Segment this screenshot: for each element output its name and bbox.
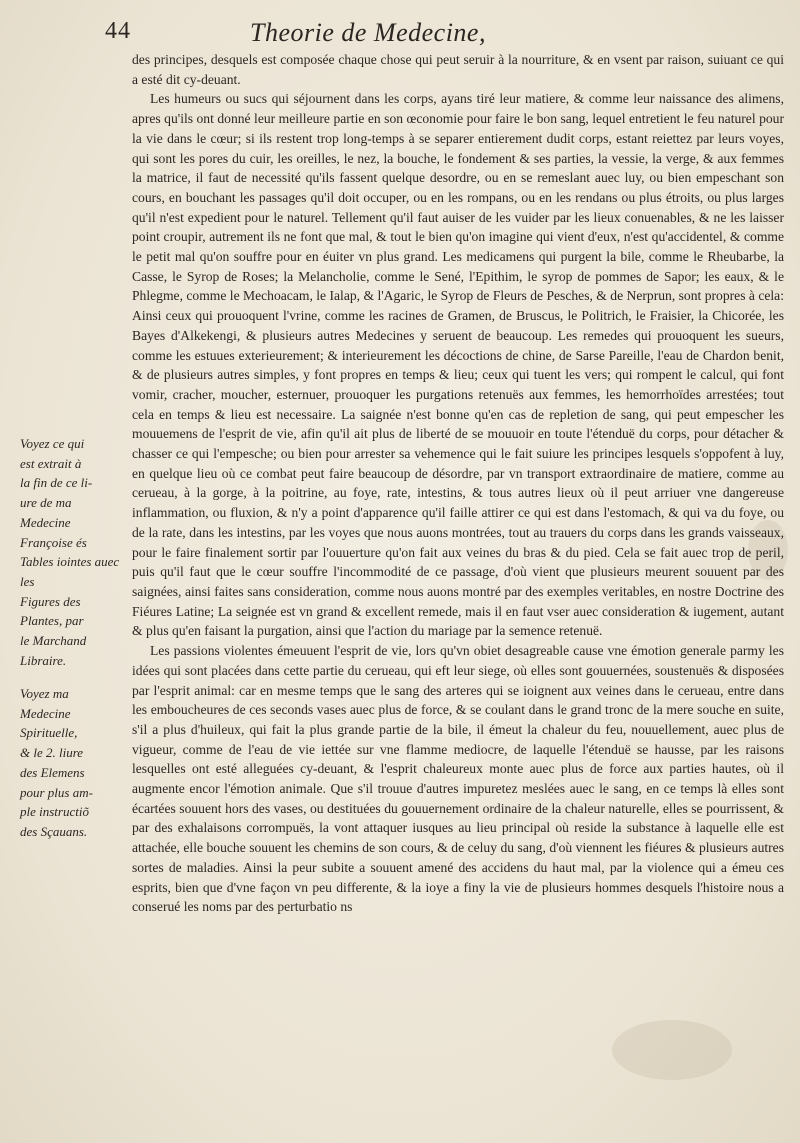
- margin-note-line: le Marchand: [20, 633, 87, 649]
- margin-note-line: Libraire.: [20, 652, 67, 668]
- margin-note-2: [20, 684, 128, 842]
- margin-note-line: ure de ma: [20, 495, 72, 511]
- margin-note-line: & le 2. liure: [20, 745, 84, 761]
- margin-note-line: est extrait à: [20, 455, 82, 471]
- margin-note-line: des Sçauans.: [20, 823, 88, 839]
- paragraph-3: Les passions violentes émeuuent l'esprit de vie, lors qu'vn obiet desagreable cause vne émotion generale parmy les idées qui sont placées dans cette partie du cerueau, qui eft leur siege, où elles sont gouuernées, soustenuës & disposées par l'esprit animal: car en mesme temps que le sang des arteres qui se ioignent aux veines dans le cerueau, entre dans les emboucheures de ces seconds vases auec plus de force, & se coulant dans le grand tronc de la mere souche en suite, s'il a plus d'huileux, qui fait la plus grande partie de la bile, il émeut la chaleur du feu, nouuellement, auec plus de vigueur, comme de l'eau de vie iettée sur vne flamme mediocre, de laquelle l'étenduë se hausse, par les raisons lesquelles ont esté alleguées cy-deuant, & l'esprit chaleureux monte auec plus de force aux parties hautes, où il augmente encor l'émotion animale. Que s'il trouue d'autres impuretez meslées auec le sang, en ce temps là elles sont écartées souuent hors des vases, ou destituées du gouuernement ordinaire de la chaleur naturelle, elles se pourrissent, & par des exhalaisons corrompuës, la vont attaquer iusques au lieu principal où reside la substance à laquelle elle est attachée, elle bouche souuent les chemins de son cours, & de celuy du sang, d'où viennent les fiéures & plusieurs autres sortes de maladies. Ainsi la peur subite a souuent amené des accidens du haut mal, par la violence qui a émeu ces esprits, bien que d'vne façon vn peu differente, & la ioye a finy la vie de plusieurs hommes desquels l'histoire nous a conserué les noms par des perturbatio ns: [132, 643, 784, 915]
- margin-note-line: des Elemens: [20, 764, 85, 780]
- margin-note-line: la fin de ce li-: [20, 475, 93, 491]
- page-number: 44: [105, 18, 131, 44]
- page-header: [105, 18, 765, 48]
- running-title: Theorie de Medecine,: [250, 18, 486, 47]
- margin-note-line: Spirituelle,: [20, 725, 78, 741]
- margin-note-line: Voyez ce qui: [20, 436, 85, 451]
- paper-stain: [612, 1020, 732, 1080]
- margin-note-line: Tables iointes auec les: [20, 554, 120, 589]
- margin-note-line: Medecine: [20, 514, 71, 530]
- margin-note-line: Voyez ma: [20, 686, 69, 701]
- margin-note-line: Medecine: [20, 705, 71, 721]
- paragraph-1: des principes, desquels est composée chaque chose qui peut seruir à la nourriture, & en vsent par raison, suiuant ce qui a esté dit cy-deuant.: [132, 52, 784, 87]
- margin-note-line: pour plus am-: [20, 784, 93, 800]
- margin-note-1: [20, 434, 128, 670]
- margin-note-line: Plantes, par: [20, 613, 84, 629]
- body-text: [132, 50, 784, 917]
- margin-note-line: Figures des: [20, 593, 81, 609]
- paragraph-2: Les humeurs ou sucs qui séjournent dans les corps, ayans tiré leur matiere, & comme leur naissance des alimens, apres qu'ils ont donné leur meilleure partie en son œconomie pour faire le bon sang, lequel entretient le feu naturel pour la vie dans le cœur; si ils restent trop long-temps à se separer entierement dudit corps, estant reiettez par leurs voyes, qui sont les pores du cuir, les oreilles, le nez, la bouche, le fondement & ses parties, la vessie, la verge, & aux femmes la matrice, il faut de necessité qu'ils fassent quelque desordre, ou en se remeslant auec luy, ou bien empeschant son cours, en bouchant les passages qu'il doit occuper, ou en les rompans, ou en les rendans ou plus étroits, ou plus larges qu'il n'est expedient pour le naturel. Tellement qu'il faut auiser de les vuider par les lieux conuenables, & ne les laisser point croupir, autrement ils ne font que mal, & tout le bien qu'on imagine qui vient d'eux, n'est qu'accidentel, & comme le petit mal qu'on souffre pour en éuiter vn plus grand. Les medicamens qui purgent la bile, comme le Rheubarbe, la Casse, le Syrop de Roses; la Melancholie, comme le Sené, l'Epithim, le syrop de pommes de Sapor; les eaux, & le Phlegme, comme le Mechoacam, le Ialap, & l'Agaric, le Syrop de Fleurs de Pesches, & de Nerprun, sont propres à cela: Ainsi ceux qui prouoquent l'vrine, comme les racines de Gramen, de Bruscus, le Politrich, le Fraisier, la Chicorée, les Bayes d'Alkekengi, & plusieurs autres Medecines y seruent de beaucoup. Les remedes qui prouoquent les sueurs, comme les estuues exterieurement; & interieurement les décoctions de chine, de Sarse Pareille, l'eau de Chardon benit, & de plusieurs autres simples, y font propres en temps & lieu; ceux qui tuent les vers; qui rompent le calcul, qui font vomir, cracher, moucher, esternuer, prouoquer les purgations retenuës aux femmes, les hemorrhoïdes arrestées; tout cela en temps & lieu est necessaire. La saignée n'est bonne qu'en cas de repletion de sang, qui peut empescher les mouuemens de l'esprit de vie, afin qu'il ait plus de liberté de se mouuoir en toute l'étenduë du corps, pour détacher & chasser ce qui l'empesche; ou bien pour arrester sa vehemence qui le fait suiure les principes lesquels s'oppofent à luy, en quelque lieu où ce combat peut faire beaucoup de désordre, par vn transport extraordinaire de matiere, comme au cerueau, à la gorge, à la poitrine, au foye, rate, intestins, & tous autres lieux où il peut arriuer vne dangereuse inflammation, ou fluxion, & n'y a point d'apparence qu'il faille attirer ce qui est dans l'estomach, & qui va du foye, ou de la rate, dans les intestins, par les voyes que nous auons montrées, tout au trauers du corps dans les grands vaisseaux, pour le faire finalement sortir par l'ouuerture qu'on fait aux veines du bras & du pied. Cela se fait auec trop de peril, puis qu'il faut que le cœur souffre l'incommodité de ce passage, d'où vient que plusieurs meurent souuent par des saignées, ainsi faites sans consideration, comme nous auons montré par des exemples veritables, en nostre Doctrine des Fiéures Latine; La seignée est vn grand & excellent remede, mais il en faut vser auec consideration & iugement, autant & plus qu'en faisant la purgation, ainsi que l'action du mariage par la semence retenuë.: [132, 91, 784, 639]
- margin-note-line: Françoise és: [20, 534, 87, 550]
- margin-note-line: ple instructiõ: [20, 804, 89, 820]
